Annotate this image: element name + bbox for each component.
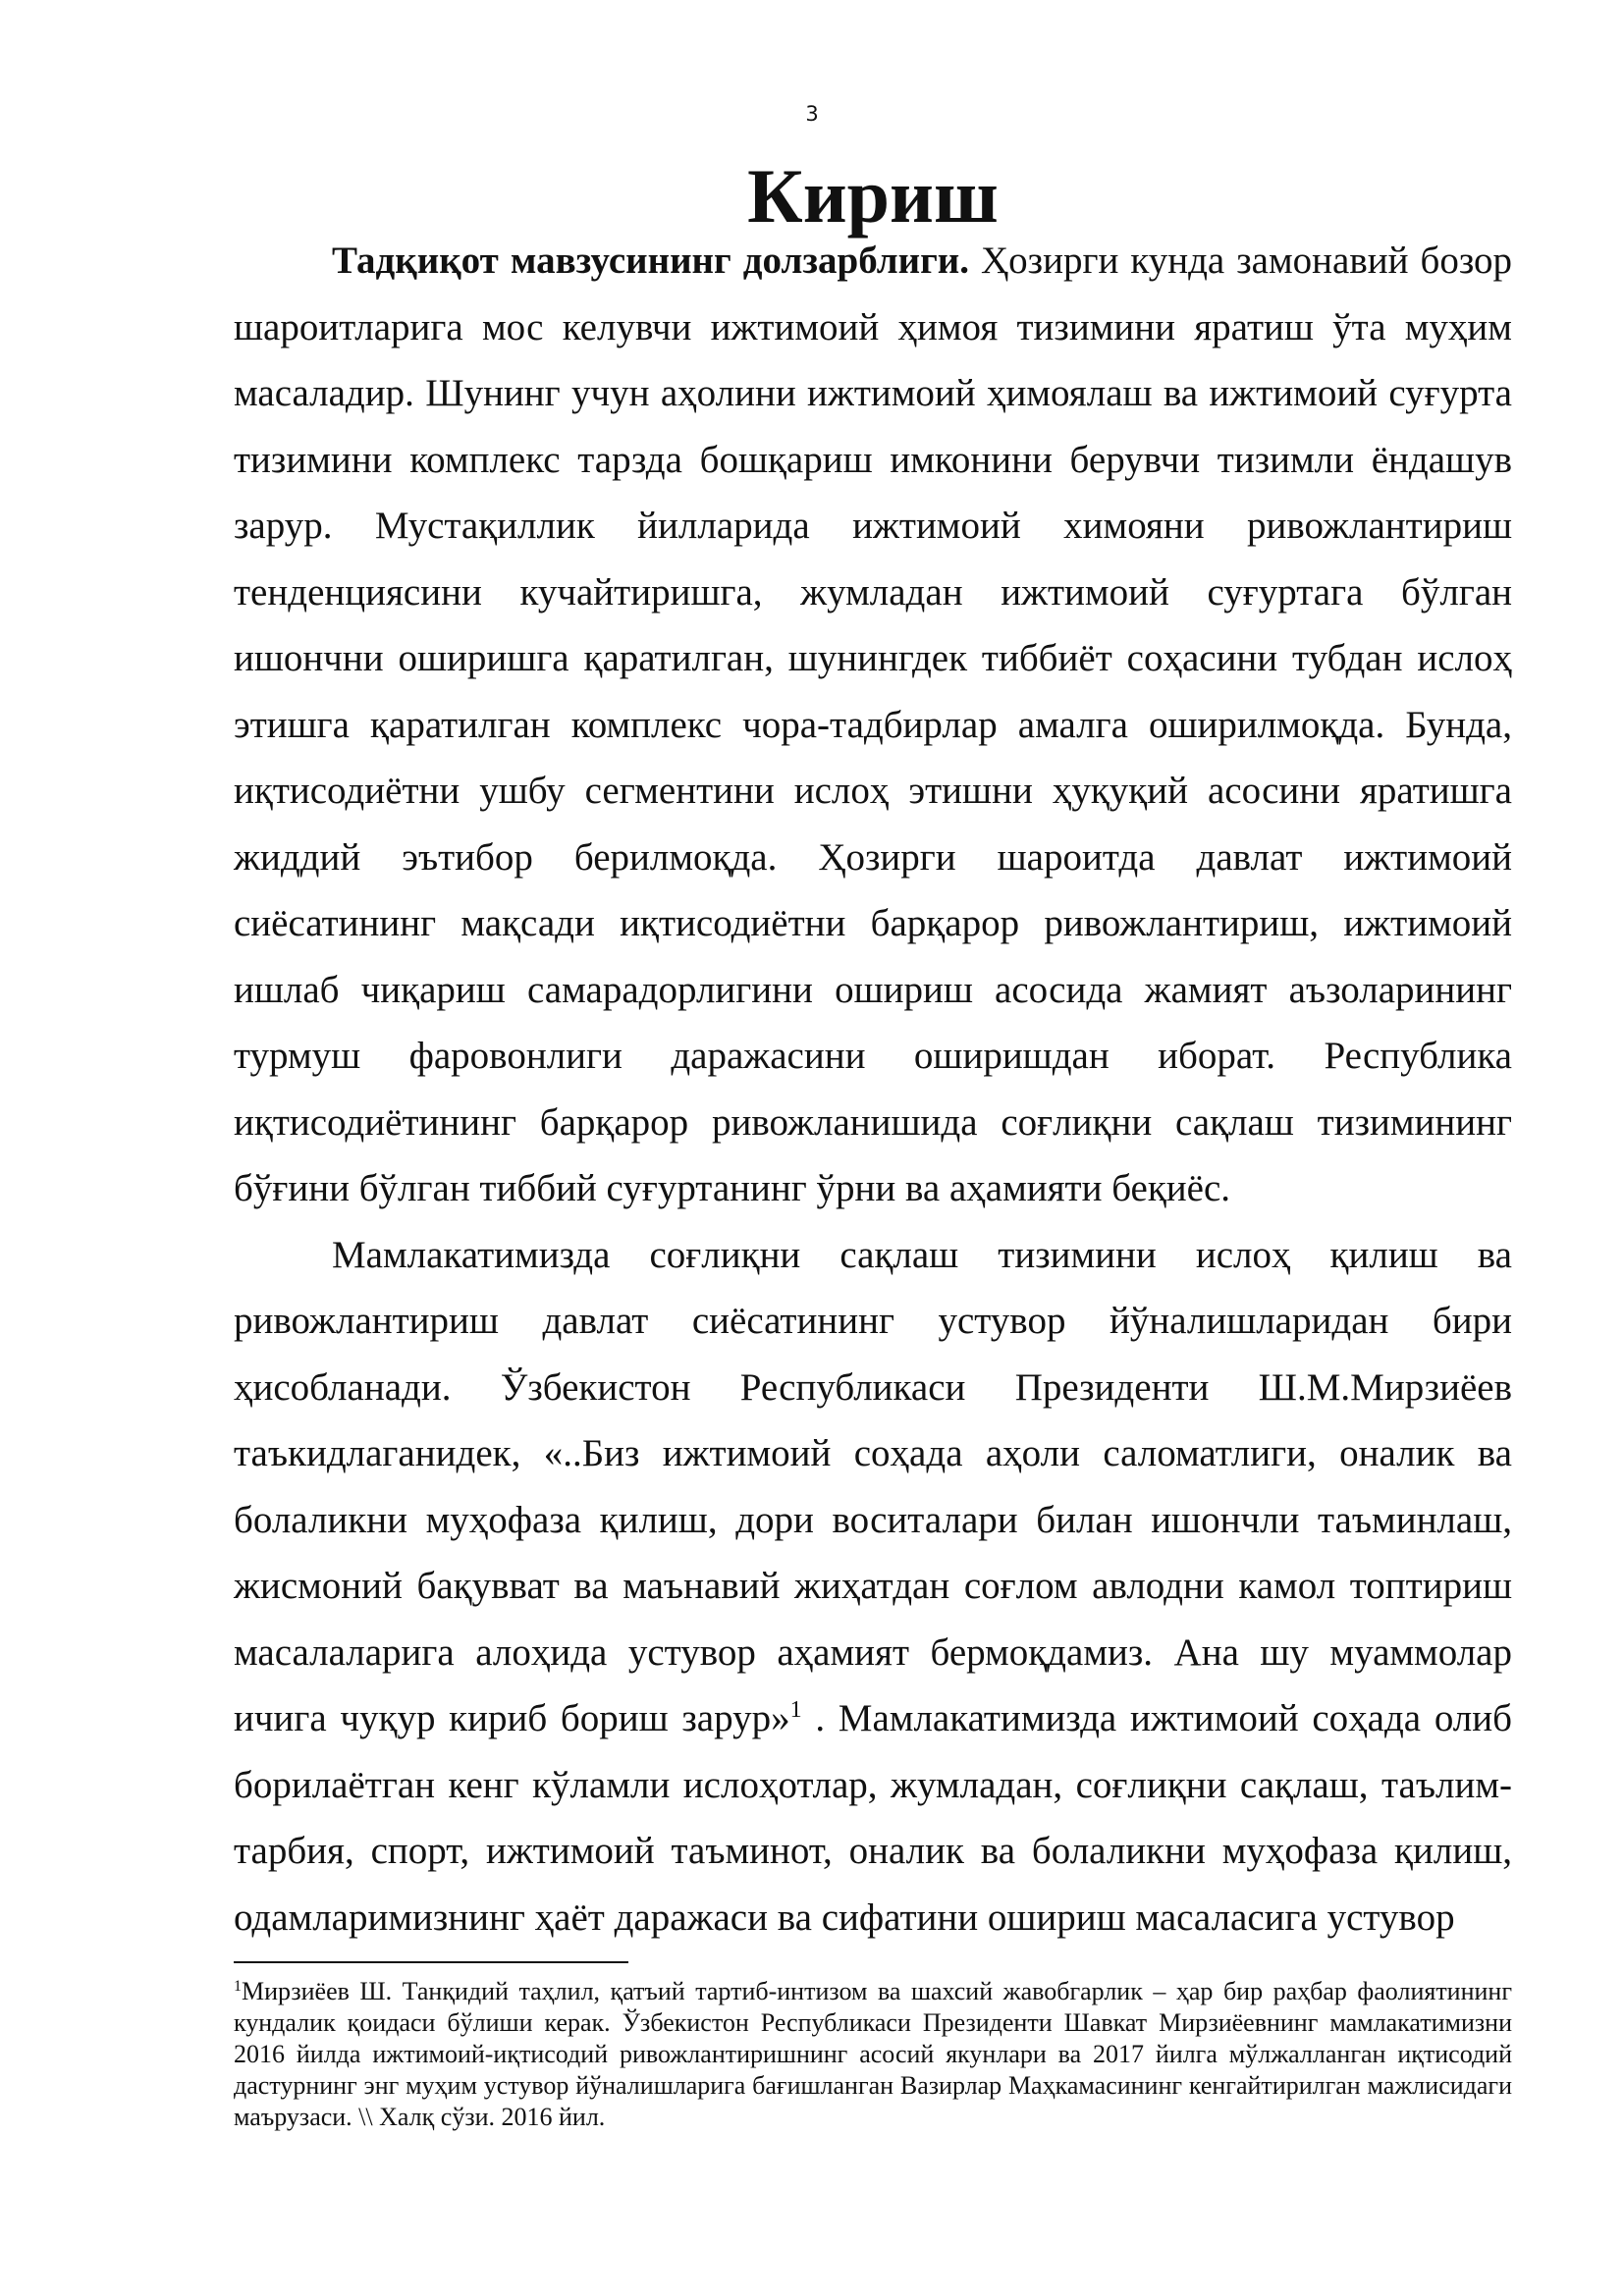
footnote-reference[interactable]: 1 (789, 1697, 802, 1723)
footnote-marker: 1 (234, 1978, 242, 1995)
section-heading: Кириш (747, 153, 999, 239)
footnote-text: Мирзиёев Ш. Танқидий таҳлил, қатъий тартиб-интизом ва шахсий жавобгарлик – ҳар бир раҳбар фаолиятининг кундалик қоидаси бўлиши керак. Ўзбекистон Республикаси Президенти Шавкат Мирзиёевнинг мамлакатимизни 2016 йилда ижтимоий-иқтисодий ривожлантиришнинг асосий якунлари ва 2017 йилга мўлжалланган иқтисодий дастурнинг энг муҳим устувор йўналишларига бағишланган Вазирлар Маҳкамасининг кенгайтирилган мажлисидаги маърузаси. \\ Халқ сўзи. 2016 йил. (234, 1977, 1512, 2131)
footnote (234, 1976, 1512, 2133)
paragraph-relevance (234, 228, 1512, 1222)
paragraph-text-after-ref: . Мамлакатимизда ижтимоий соҳада олиб борилаётган кенг кўламли ислоҳотлар, жумладан, соғлиқни сақлаш, таълим-тарбия, спорт, ижтимоий таъминот, оналик ва болаликни муҳофаза қилиш, одамларимизнинг ҳаёт даражаси ва сифатини ошириш масаласига устувор (234, 1697, 1512, 1939)
paragraph-text-before-ref: Мамлакатимизда соғлиқни сақлаш тизимини ислоҳ қилиш ва ривожлантириш давлат сиёсатининг устувор йўналишларидан бири ҳисобланади. Ўзбекистон Республикаси Президенти Ш.М.Мирзиёев таъкидлаганидек, «..Биз ижтимоий соҳада аҳоли саломатлиги, оналик ва болаликни муҳофаза қилиш, дори воситалари билан ишончли таъминлаш, жисмоний бақувват ва маънавий жиҳатдан соғлом авлодни камол топтириш масалаларига алоҳида устувор аҳамият бермоқдамиз. Ана шу муаммолар ичига чуқур кириб бориш зарур» (234, 1233, 1512, 1739)
paragraph-lead: Тадқиқот мавзусининг долзарблиги. (332, 240, 970, 282)
paragraph-healthcare (234, 1222, 1512, 1951)
document-body (234, 153, 1512, 1950)
footnote-separator (234, 1961, 628, 1963)
paragraph-text: Ҳозирги кунда замонавий бозор шароитларига мос келувчи ижтимоий ҳимоя тизимини яратиш ўта муҳим масаладир. Шунинг учун аҳолини ижтимоий ҳимоялаш ва ижтимоий суғурта тизимини комплекс тарзда бошқариш имконини берувчи тизимли ёндашув зарур. Мустақиллик йилларида ижтимоий химояни ривожлантириш тенденциясини кучайтиришга, жумладан ижтимоий суғуртага бўлган ишончни оширишга қаратилган, шунингдек тиббиёт соҳасини тубдан ислоҳ этишга қаратилган комплекс чора-тадбирлар амалга оширилмоқда. Бунда, иқтисодиётни ушбу сегментини ислоҳ этишни ҳуқуқий асосини яратишга жиддий эътибор берилмоқда. Ҳозирги шароитда давлат ижтимоий сиёсатининг мақсади иқтисодиётни барқарор ривожлантириш, ижтимоий ишлаб чиқариш самарадорлигини ошириш асосида жамият аъзоларининг турмуш фаровонлиги даражасини оширишдан иборат. Республика иқтисодиётининг барқарор ривожланишида соғлиқни сақлаш тизимининг бўғини бўлган тиббий суғуртанинг ўрни ва аҳамияти беқиёс. (234, 240, 1512, 1209)
page-number: 3 (805, 102, 819, 126)
